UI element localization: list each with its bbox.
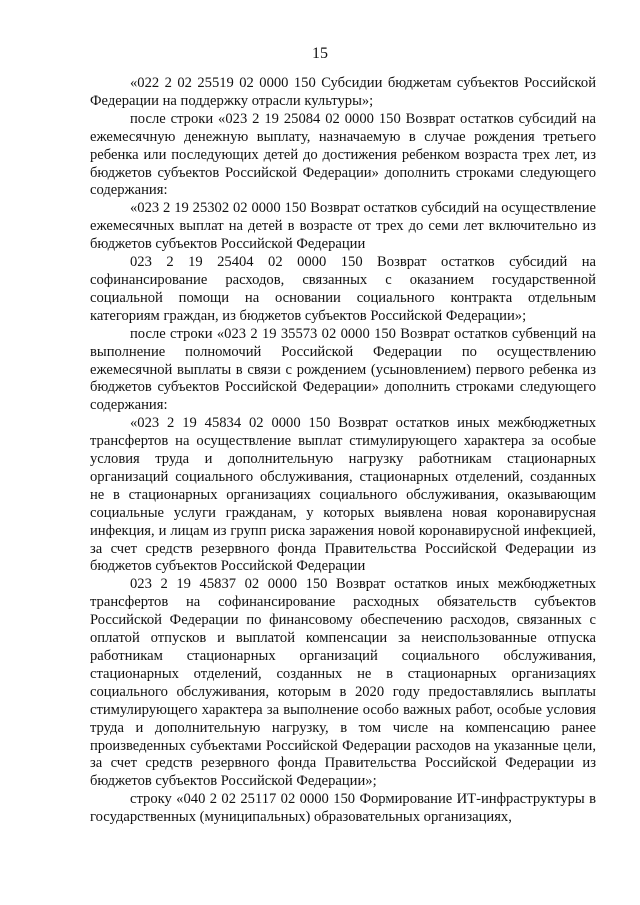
paragraph-code-45834: «023 2 19 45834 02 0000 150 Возврат остатков иных межбюджетных трансфертов на осуществление выплат стимулирующего характера за особые условия труда и дополнительную нагрузку работникам стационарных организаций социального обслуживания, стационарных отделений, созданных не в стационарных организациях социального обслуживания, оказывающим социальные услуги гражданам, у которых выявлена новая коронавирусная инфекция, и лицам из групп риска заражения новой коронавирусной инфекцией, за счет средств резервного фонда Правительства Российской Федерации из бюджетов субъектов Российской Федерации [90,415,596,575]
document-body [90,75,596,827]
paragraph-after-35573: после строки «023 2 19 35573 02 0000 150 Возврат остатков субвенций на выполнение полномочий Российской Федерации по осуществлению ежемесячной выплаты в связи с рождением (усыновлением) первого ребенка из бюджетов субъектов Российской Федерации» дополнить строками следующего содержания: [90,325,596,414]
paragraph-after-25084: после строки «023 2 19 25084 02 0000 150 Возврат остатков субсидий на ежемесячную денежную выплату, назначаемую в случае рождения третьего ребенка или последующих детей до достижения ребенком возраста трех лет, из бюджетов субъектов Российской Федерации» дополнить строками следующего содержания: [90,110,596,199]
paragraph-line-25117: строку «040 2 02 25117 02 0000 150 Формирование ИТ-инфраструктуры в государственных (муниципальных) образовательных организациях, [90,791,596,826]
page-number: 15 [312,45,328,62]
paragraph-code-25302: «023 2 19 25302 02 0000 150 Возврат остатков субсидий на осуществление ежемесячных выплат на детей в возрасте от трех до семи лет включительно из бюджетов субъектов Российской Федерации [90,200,596,253]
paragraph-subsidy-culture: «022 2 02 25519 02 0000 150 Субсидии бюджетам субъектов Российской Федерации на поддержку отрасли культуры»; [90,75,596,109]
paragraph-code-45837: 023 2 19 45837 02 0000 150 Возврат остатков иных межбюджетных трансфертов на софинансирование расходных обязательств субъектов Российской Федерации по финансовому обеспечению расходов, связанных с оплатой отпусков и выплатой компенсации за неиспользованные отпуска работникам стационарных организаций социального обслуживания, стационарных отделений, созданных не в стационарных организациях социального обслуживания, которым в 2020 году предоставлялись выплаты стимулирующего характера за выполнение особо важных работ, особые условия труда и дополнительную нагрузку, в том числе на компенсацию ранее произведенных субъектами Российской Федерации расходов на указанные цели, за счет средств резервного фонда Правительства Российской Федерации из бюджетов субъектов Российской Федерации»; [90,576,596,790]
paragraph-code-25404: 023 2 19 25404 02 0000 150 Возврат остатков субсидий на софинансирование расходов, связанных с оказанием государственной социальной помощи на основании социального контракта отдельным категориям граждан, из бюджетов субъектов Российской Федерации»; [90,254,596,324]
